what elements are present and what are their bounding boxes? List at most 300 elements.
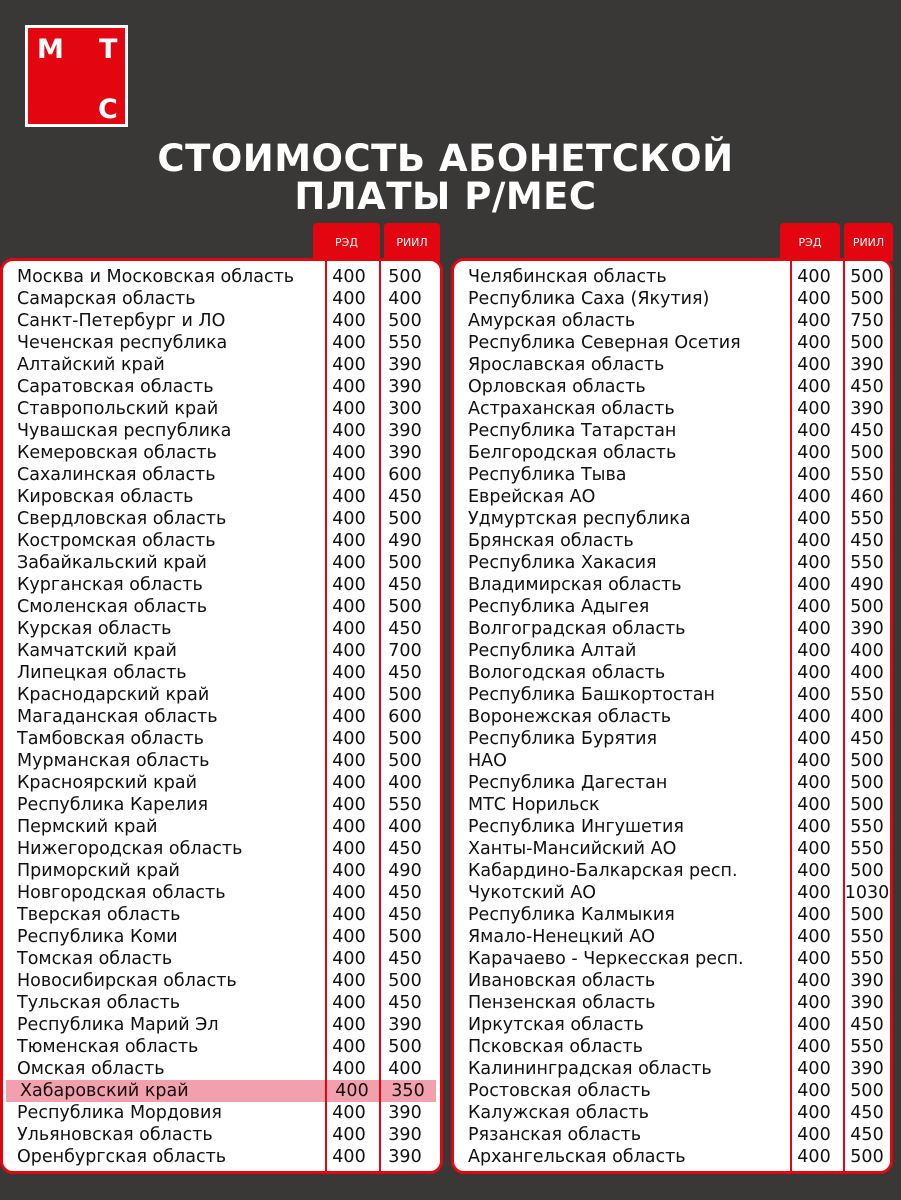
region-name: Курская область	[17, 619, 172, 639]
column-divider	[843, 261, 845, 1171]
red-price: 400	[332, 993, 366, 1013]
red-price: 400	[797, 1037, 831, 1057]
tariff-table-left	[0, 258, 443, 1174]
riil-price: 450	[388, 905, 422, 925]
red-price: 400	[797, 663, 831, 683]
table-row	[3, 266, 440, 288]
region-name: Самарская область	[17, 289, 196, 309]
region-name: Челябинская область	[468, 267, 667, 287]
table-row	[454, 948, 890, 970]
table-row	[454, 882, 890, 904]
red-price: 400	[797, 993, 831, 1013]
riil-price: 390	[850, 619, 884, 639]
red-price: 400	[797, 1081, 831, 1101]
riil-price: 500	[388, 509, 422, 529]
table-row	[454, 772, 890, 794]
region-name: Томская область	[17, 949, 173, 969]
region-name: Республика Алтай	[468, 641, 637, 661]
riil-price: 600	[388, 465, 422, 485]
red-price: 400	[797, 487, 831, 507]
table-row	[454, 1080, 890, 1102]
table-row	[3, 1058, 440, 1080]
table-row	[3, 1124, 440, 1146]
table-row	[454, 838, 890, 860]
red-price: 400	[797, 905, 831, 925]
region-name: Орловская область	[468, 377, 646, 397]
red-price: 400	[332, 597, 366, 617]
region-name: Карачаево - Черкесская респ.	[468, 949, 744, 969]
red-price: 400	[797, 355, 831, 375]
table-row	[454, 266, 890, 288]
page-title	[0, 137, 891, 218]
region-name: Приморский край	[17, 861, 180, 881]
table-row	[3, 508, 440, 530]
red-price: 400	[797, 1059, 831, 1079]
red-price: 400	[797, 883, 831, 903]
table-row	[454, 376, 890, 398]
red-price: 400	[797, 971, 831, 991]
riil-price: 500	[388, 553, 422, 573]
riil-price: 500	[388, 751, 422, 771]
red-price: 400	[332, 443, 366, 463]
region-name: Ивановская область	[468, 971, 656, 991]
red-price: 400	[332, 355, 366, 375]
red-price: 400	[797, 1147, 831, 1167]
riil-price: 390	[388, 1015, 422, 1035]
riil-price: 700	[388, 641, 422, 661]
red-price: 400	[332, 751, 366, 771]
column-divider	[325, 261, 327, 1171]
red-price: 400	[332, 927, 366, 947]
riil-price: 390	[850, 1059, 884, 1079]
table-row	[3, 398, 440, 420]
red-price: 400	[797, 465, 831, 485]
region-name: Республика Северная Осетия	[468, 333, 741, 353]
table-row	[6, 1080, 436, 1102]
table-row	[454, 552, 890, 574]
table-row	[3, 882, 440, 904]
mts-logo	[25, 25, 128, 127]
region-name: Липецкая область	[17, 663, 187, 683]
region-name: Ульяновская область	[17, 1125, 213, 1145]
table-row	[454, 354, 890, 376]
riil-price: 390	[850, 971, 884, 991]
riil-price: 550	[850, 465, 884, 485]
region-name: Тюменская область	[17, 1037, 199, 1057]
table-row	[3, 728, 440, 750]
table-row	[454, 904, 890, 926]
region-name: Новосибирская область	[17, 971, 237, 991]
riil-price: 550	[388, 333, 422, 353]
region-name: Кировская область	[17, 487, 194, 507]
table-row	[454, 1058, 890, 1080]
region-name: Краснодарский край	[17, 685, 210, 705]
riil-price: 450	[388, 575, 422, 595]
red-price: 400	[797, 443, 831, 463]
riil-price: 490	[388, 531, 422, 551]
red-price: 400	[797, 839, 831, 859]
table-row	[3, 552, 440, 574]
region-name: Магаданская область	[17, 707, 218, 727]
region-name: Астраханская область	[468, 399, 675, 419]
region-name: Еврейская АО	[468, 487, 596, 507]
riil-price: 350	[391, 1081, 425, 1101]
table-row	[3, 816, 440, 838]
red-price: 400	[332, 883, 366, 903]
table-row	[454, 310, 890, 332]
riil-price: 390	[388, 1125, 422, 1145]
region-name: Республика Татарстан	[468, 421, 677, 441]
red-price: 400	[332, 267, 366, 287]
table-row	[454, 398, 890, 420]
region-name: МТС Норильск	[468, 795, 600, 815]
red-price: 400	[797, 619, 831, 639]
riil-price: 450	[850, 377, 884, 397]
riil-price: 390	[388, 443, 422, 463]
table-row	[454, 486, 890, 508]
region-name: Ростовская область	[468, 1081, 651, 1101]
table-row	[454, 288, 890, 310]
region-name: Калининградская область	[468, 1059, 712, 1079]
region-name: Брянская область	[468, 531, 634, 551]
red-price: 400	[797, 311, 831, 331]
table-row	[454, 728, 890, 750]
riil-price: 450	[388, 619, 422, 639]
region-name: Республика Саха (Якутия)	[468, 289, 710, 309]
region-name: Ханты-Мансийский АО	[468, 839, 677, 859]
riil-price: 390	[850, 399, 884, 419]
table-row	[454, 992, 890, 1014]
logo-letter-s: С	[98, 94, 118, 125]
table-row	[3, 310, 440, 332]
riil-price: 400	[850, 663, 884, 683]
table-row	[3, 354, 440, 376]
region-name: Москва и Московская область	[17, 267, 295, 287]
red-price: 400	[332, 729, 366, 749]
table-row	[454, 1036, 890, 1058]
table-row	[454, 816, 890, 838]
table-row	[3, 596, 440, 618]
red-price: 400	[797, 531, 831, 551]
red-price: 400	[332, 817, 366, 837]
region-name: Санкт-Петербург и ЛО	[17, 311, 226, 331]
red-price: 400	[332, 1037, 366, 1057]
region-name: Республика Башкортостан	[468, 685, 715, 705]
table-row	[3, 706, 440, 728]
riil-price: 400	[850, 707, 884, 727]
table-row	[3, 970, 440, 992]
table-row	[3, 772, 440, 794]
riil-price: 390	[850, 993, 884, 1013]
table-row	[3, 948, 440, 970]
table-row	[454, 750, 890, 772]
riil-price: 500	[388, 311, 422, 331]
red-price: 400	[797, 597, 831, 617]
column-divider	[790, 261, 792, 1171]
red-price: 400	[332, 707, 366, 727]
region-name: Нижегородская область	[17, 839, 243, 859]
region-name: Тверская область	[17, 905, 181, 925]
region-name: Саратовская область	[17, 377, 214, 397]
red-price: 400	[797, 421, 831, 441]
riil-price: 600	[388, 707, 422, 727]
region-name: Алтайский край	[17, 355, 165, 375]
table-row	[3, 640, 440, 662]
table-row	[3, 860, 440, 882]
riil-price: 500	[850, 861, 884, 881]
riil-price: 550	[388, 795, 422, 815]
region-name: Курганская область	[17, 575, 203, 595]
region-name: Республика Марий Эл	[17, 1015, 219, 1035]
red-price: 400	[332, 663, 366, 683]
region-name: Чукотский АО	[468, 883, 597, 903]
red-price: 400	[335, 1081, 369, 1101]
table-row	[454, 706, 890, 728]
region-name: Воронежская область	[468, 707, 672, 727]
red-price: 400	[797, 333, 831, 353]
red-price: 400	[797, 795, 831, 815]
table-row	[3, 464, 440, 486]
region-name: Костромская область	[17, 531, 216, 551]
riil-price: 390	[388, 1147, 422, 1167]
riil-price: 450	[388, 487, 422, 507]
riil-price: 500	[850, 597, 884, 617]
red-price: 400	[332, 465, 366, 485]
region-name: Тульская область	[17, 993, 181, 1013]
red-price: 400	[332, 685, 366, 705]
red-price: 400	[797, 751, 831, 771]
region-name: Псковская область	[468, 1037, 643, 1057]
red-price: 400	[332, 421, 366, 441]
riil-price: 500	[388, 597, 422, 617]
region-name: Республика Калмыкия	[468, 905, 675, 925]
region-name: Смоленская область	[17, 597, 208, 617]
red-price: 400	[332, 487, 366, 507]
red-price: 400	[332, 949, 366, 969]
red-price: 400	[332, 333, 366, 353]
region-name: НАО	[468, 751, 507, 771]
red-price: 400	[332, 795, 366, 815]
table-row	[3, 926, 440, 948]
region-name: Оренбургская область	[17, 1147, 227, 1167]
red-price: 400	[332, 311, 366, 331]
riil-price: 390	[388, 377, 422, 397]
riil-price: 500	[850, 1081, 884, 1101]
region-name: Ставропольский край	[17, 399, 219, 419]
left-header-riil: РИИЛ	[384, 223, 440, 261]
riil-price: 500	[388, 1037, 422, 1057]
riil-price: 550	[850, 817, 884, 837]
riil-price: 500	[850, 267, 884, 287]
table-row	[3, 904, 440, 926]
table-row	[3, 1014, 440, 1036]
red-price: 400	[332, 1103, 366, 1123]
region-name: Белгородская область	[468, 443, 677, 463]
riil-price: 490	[388, 861, 422, 881]
riil-price: 450	[850, 1015, 884, 1035]
riil-price: 500	[388, 927, 422, 947]
left-header-red: РЭД	[313, 223, 380, 261]
riil-price: 550	[850, 509, 884, 529]
riil-price: 500	[388, 971, 422, 991]
riil-price: 1030	[844, 883, 890, 903]
riil-price: 550	[850, 949, 884, 969]
red-price: 400	[797, 927, 831, 947]
red-price: 400	[332, 1147, 366, 1167]
region-name: Ярославская область	[468, 355, 665, 375]
riil-price: 450	[850, 421, 884, 441]
table-row	[3, 662, 440, 684]
table-row	[454, 662, 890, 684]
table-row	[454, 1014, 890, 1036]
region-name: Чеченская республика	[17, 333, 228, 353]
region-name: Амурская область	[468, 311, 636, 331]
riil-price: 550	[850, 927, 884, 947]
region-name: Кемеровская область	[17, 443, 217, 463]
region-name: Хабаровский край	[20, 1081, 189, 1101]
riil-price: 750	[850, 311, 884, 331]
riil-price: 500	[388, 729, 422, 749]
red-price: 400	[332, 971, 366, 991]
tariff-table-right	[451, 258, 893, 1174]
table-row	[454, 596, 890, 618]
region-name: Архангельская область	[468, 1147, 686, 1167]
red-price: 400	[332, 575, 366, 595]
red-price: 400	[332, 1059, 366, 1079]
riil-price: 450	[388, 993, 422, 1013]
riil-price: 500	[850, 751, 884, 771]
region-name: Вологодская область	[468, 663, 666, 683]
right-header-riil: РИИЛ	[844, 223, 893, 261]
riil-price: 400	[388, 289, 422, 309]
region-name: Красноярский край	[17, 773, 197, 793]
region-name: Республика Хакасия	[468, 553, 657, 573]
table-row	[3, 992, 440, 1014]
region-name: Свердловская область	[17, 509, 227, 529]
riil-price: 500	[850, 773, 884, 793]
red-price: 400	[332, 641, 366, 661]
table-row	[3, 574, 440, 596]
table-row	[3, 288, 440, 310]
red-price: 400	[332, 839, 366, 859]
riil-price: 500	[850, 795, 884, 815]
table-row	[454, 970, 890, 992]
red-price: 400	[332, 377, 366, 397]
region-name: Тамбовская область	[17, 729, 204, 749]
riil-price: 500	[850, 905, 884, 925]
region-name: Республика Тыва	[468, 465, 627, 485]
riil-price: 390	[850, 355, 884, 375]
riil-price: 500	[850, 333, 884, 353]
red-price: 400	[332, 1015, 366, 1035]
red-price: 400	[797, 949, 831, 969]
red-price: 400	[797, 399, 831, 419]
right-header-red: РЭД	[780, 223, 840, 261]
riil-price: 450	[850, 531, 884, 551]
red-price: 400	[332, 531, 366, 551]
table-row	[3, 332, 440, 354]
red-price: 400	[797, 377, 831, 397]
red-price: 400	[797, 861, 831, 881]
logo-letter-t: Т	[99, 34, 118, 65]
riil-price: 390	[388, 1103, 422, 1123]
page-title-line-2: ПЛАТЫ Р/МЕС	[294, 175, 597, 218]
table-row	[3, 442, 440, 464]
region-name: Республика Адыгея	[468, 597, 650, 617]
region-name: Владимирская область	[468, 575, 682, 595]
region-name: Удмуртская республика	[468, 509, 691, 529]
table-row	[3, 1036, 440, 1058]
region-name: Республика Карелия	[17, 795, 209, 815]
riil-price: 450	[388, 949, 422, 969]
riil-price: 450	[850, 1125, 884, 1145]
red-price: 400	[332, 509, 366, 529]
region-name: Калужская область	[468, 1103, 649, 1123]
table-row	[454, 794, 890, 816]
red-price: 400	[797, 267, 831, 287]
red-price: 400	[797, 289, 831, 309]
riil-price: 390	[388, 355, 422, 375]
red-price: 400	[797, 1015, 831, 1035]
riil-price: 460	[850, 487, 884, 507]
table-row	[454, 464, 890, 486]
region-name: Республика Коми	[17, 927, 178, 947]
red-price: 400	[332, 905, 366, 925]
riil-price: 400	[388, 817, 422, 837]
region-name: Рязанская область	[468, 1125, 642, 1145]
red-price: 400	[797, 773, 831, 793]
red-price: 400	[332, 289, 366, 309]
red-price: 400	[797, 509, 831, 529]
red-price: 400	[332, 773, 366, 793]
red-price: 400	[332, 399, 366, 419]
red-price: 400	[797, 575, 831, 595]
table-row	[3, 618, 440, 640]
region-name: Сахалинская область	[17, 465, 216, 485]
red-price: 400	[332, 553, 366, 573]
region-name: Новгородская область	[17, 883, 226, 903]
riil-price: 550	[850, 839, 884, 859]
riil-price: 400	[850, 641, 884, 661]
region-name: Ямало-Ненецкий АО	[468, 927, 655, 947]
table-row	[454, 442, 890, 464]
region-name: Кабардино-Балкарская респ.	[468, 861, 738, 881]
table-row	[3, 1146, 440, 1168]
red-price: 400	[332, 619, 366, 639]
region-name: Республика Бурятия	[468, 729, 658, 749]
riil-price: 450	[850, 729, 884, 749]
table-row	[454, 574, 890, 596]
red-price: 400	[332, 861, 366, 881]
table-row	[3, 794, 440, 816]
region-name: Мурманская область	[17, 751, 210, 771]
table-row	[454, 508, 890, 530]
red-price: 400	[797, 707, 831, 727]
riil-price: 550	[850, 553, 884, 573]
region-name: Забайкальский край	[17, 553, 207, 573]
red-price: 400	[797, 729, 831, 749]
riil-price: 450	[388, 883, 422, 903]
red-price: 400	[332, 1125, 366, 1145]
region-name: Камчатский край	[17, 641, 177, 661]
region-name: Республика Ингушетия	[468, 817, 684, 837]
table-row	[454, 332, 890, 354]
region-name: Пензенская область	[468, 993, 656, 1013]
table-row	[3, 420, 440, 442]
region-name: Республика Дагестан	[468, 773, 668, 793]
riil-price: 450	[388, 839, 422, 859]
table-row	[454, 530, 890, 552]
